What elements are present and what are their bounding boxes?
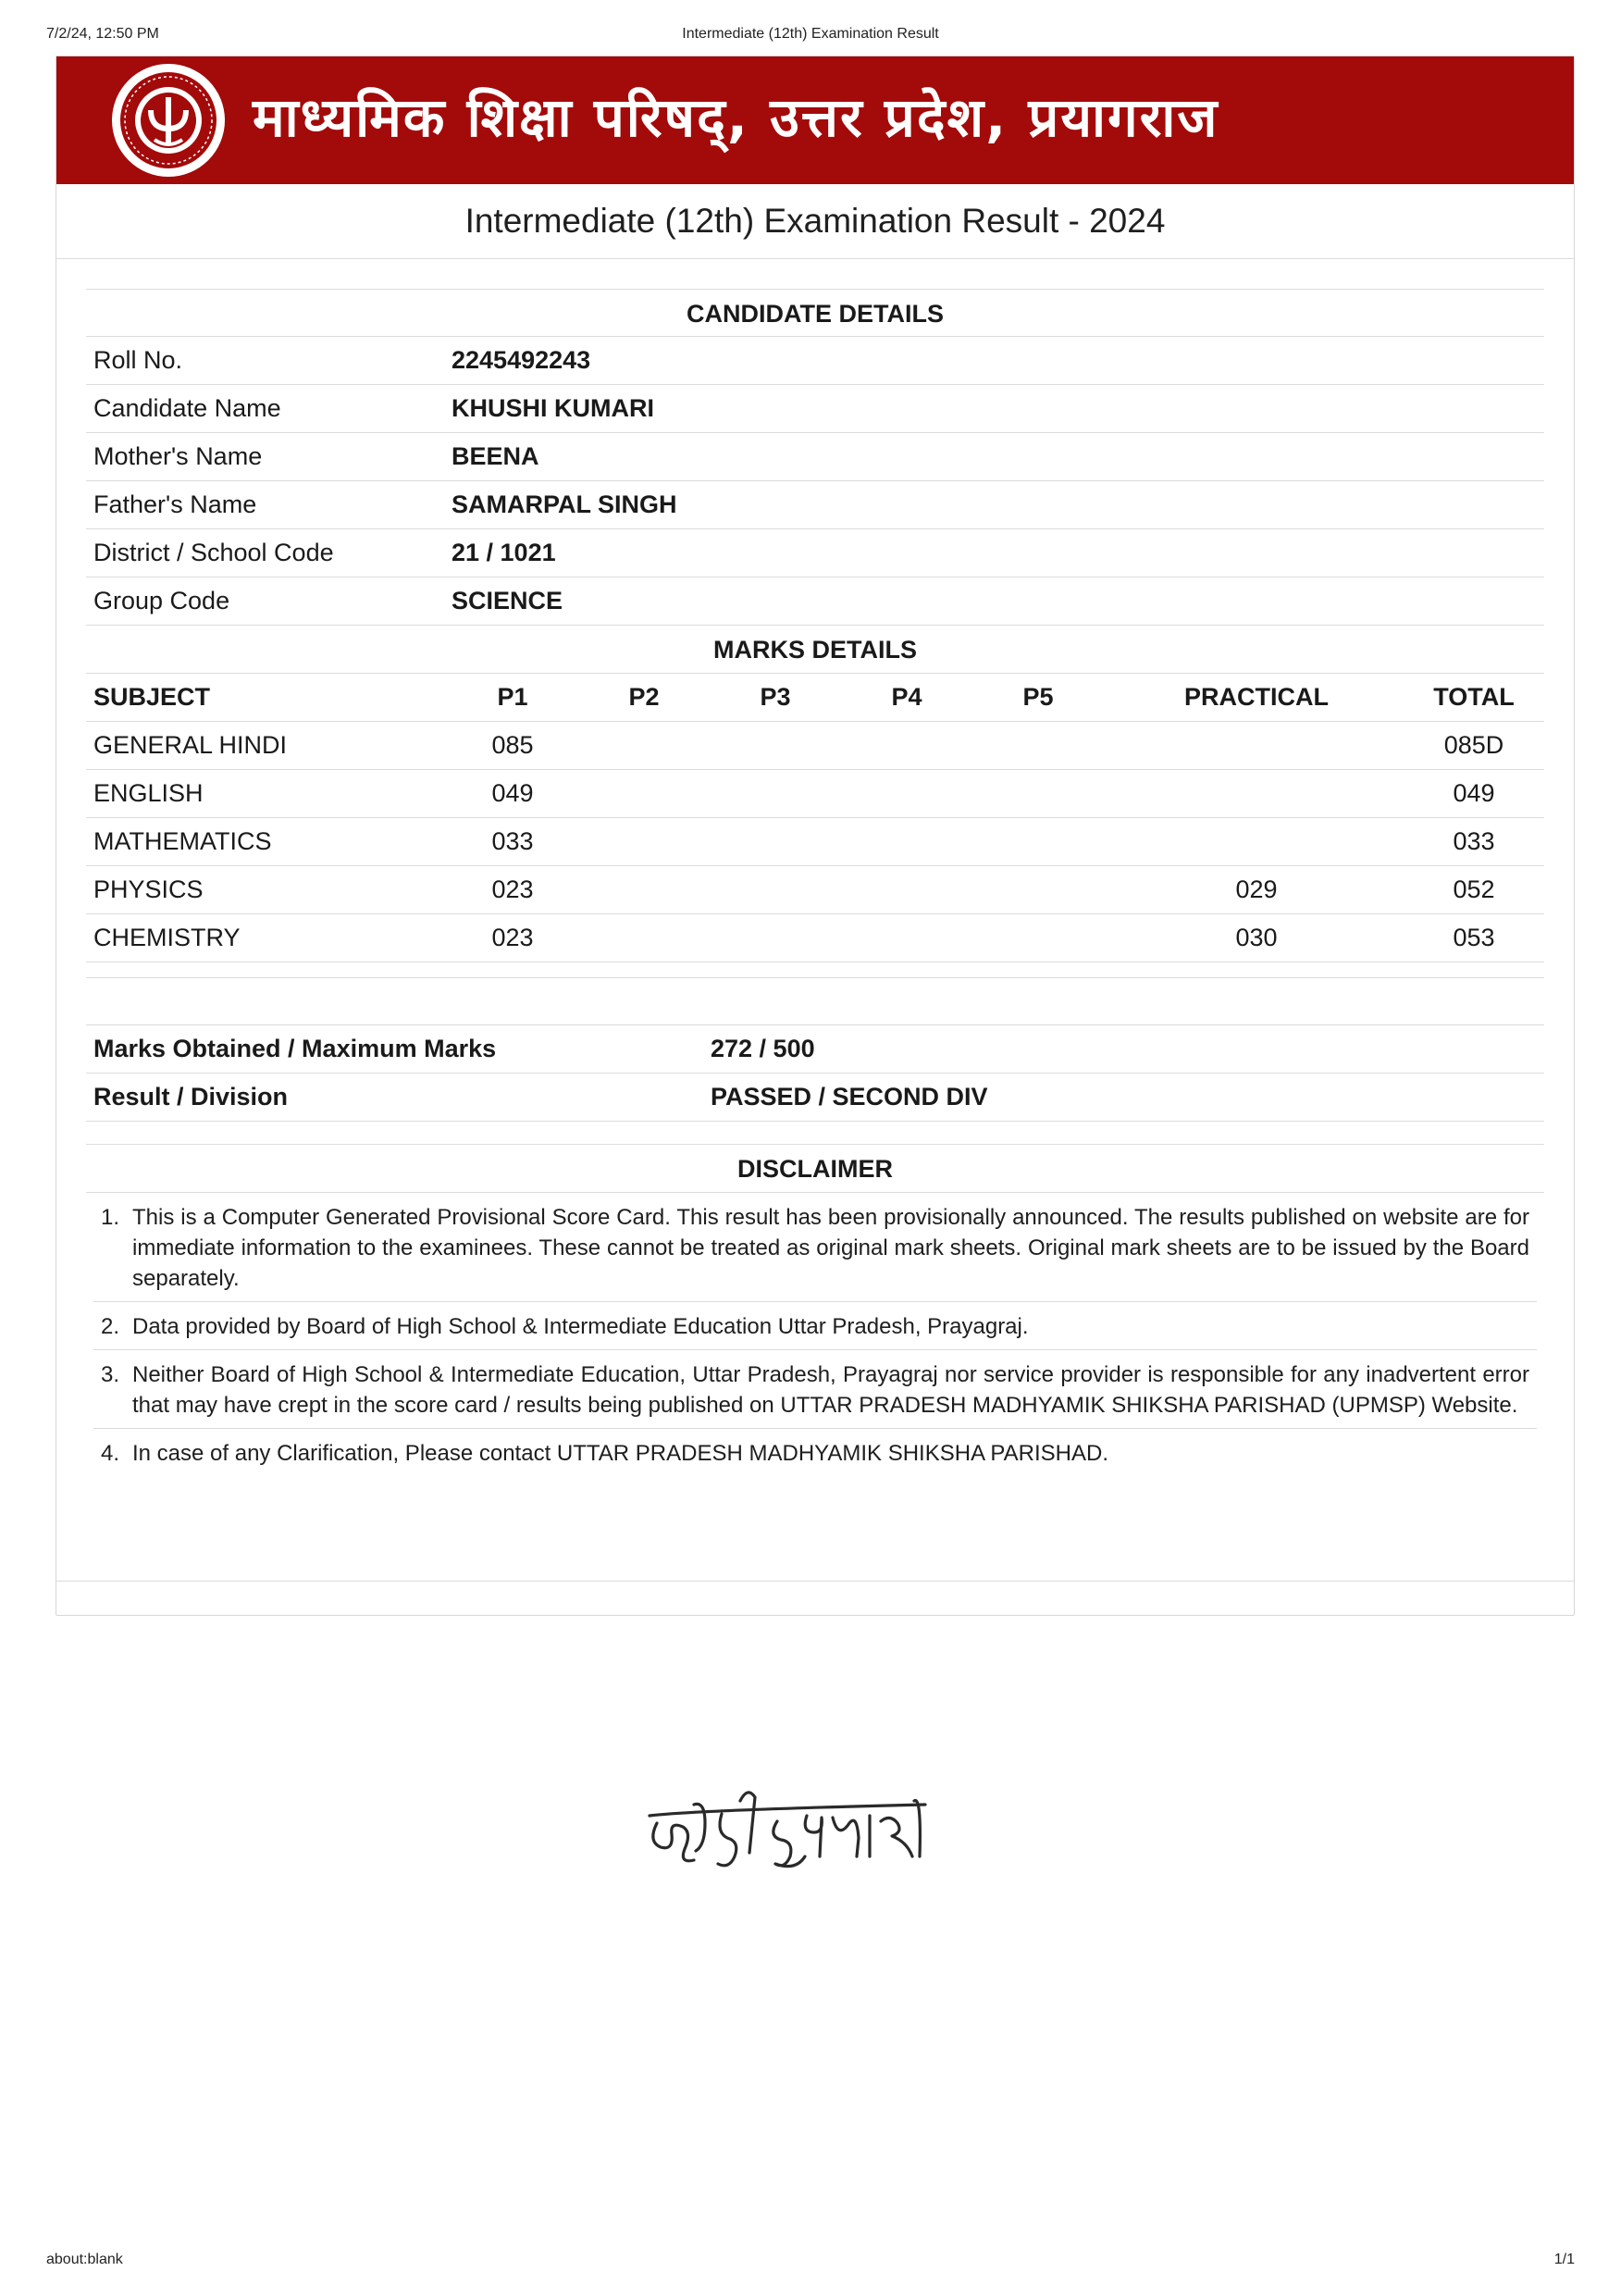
col-p3: P3 — [760, 683, 791, 711]
card-divider — [56, 1581, 1574, 1582]
name-label: Candidate Name — [93, 394, 281, 422]
disclaimer-number: 3. — [101, 1362, 120, 1387]
father-label: Father's Name — [93, 490, 257, 518]
subject-cell: MATHEMATICS — [93, 827, 272, 855]
p1-cell: 049 — [491, 779, 534, 807]
group-value: SCIENCE — [452, 587, 563, 614]
col-practical: PRACTICAL — [1184, 683, 1329, 711]
detail-row-mother — [86, 433, 1544, 481]
print-page-title: Intermediate (12th) Examination Result — [682, 26, 939, 42]
roll-value: 2245492243 — [452, 346, 591, 374]
result-content — [86, 289, 1544, 1476]
disclaimer-text: Data provided by Board of High School & Intermediate Education Uttar Pradesh, Prayagraj. — [132, 1314, 1029, 1339]
practical-cell: 029 — [1235, 875, 1278, 903]
total-cell: 049 — [1453, 779, 1495, 807]
marks-row — [86, 770, 1544, 818]
disclaimer-text: This is a Computer Generated Provisional Score Card. This result has been provisionally announced. The results published on website are for immediate information to the examinees. These cannot be treated as original mark sheets. Original mark sheets are to be issued by the Board separately. — [132, 1205, 1529, 1291]
table-divider — [86, 978, 1544, 1025]
marks-obtained-value: 272 / 500 — [711, 1035, 815, 1062]
summary-row-marks — [86, 1025, 1544, 1074]
detail-row-name — [86, 385, 1544, 433]
detail-row-roll — [86, 337, 1544, 385]
exam-title: Intermediate (12th) Examination Result - 2024 — [56, 184, 1574, 259]
disclaimer-number: 2. — [101, 1314, 120, 1339]
result-label: Result / Division — [93, 1083, 289, 1111]
marks-header-row — [86, 674, 1544, 722]
p1-cell: 033 — [491, 827, 534, 855]
name-value: KHUSHI KUMARI — [452, 394, 654, 422]
disclaimer-number: 1. — [101, 1205, 120, 1230]
detail-row-district — [86, 529, 1544, 577]
disclaimer-item — [93, 1350, 1537, 1429]
subject-cell: PHYSICS — [93, 875, 204, 903]
disclaimer-item — [93, 1193, 1537, 1302]
p1-cell: 085 — [491, 731, 534, 759]
print-url: about:blank — [46, 2252, 123, 2267]
col-subject: SUBJECT — [93, 683, 211, 711]
result-value: PASSED / SECOND DIV — [711, 1083, 988, 1111]
print-footer — [46, 2252, 1575, 2276]
board-logo — [112, 64, 225, 177]
detail-row-group — [86, 577, 1544, 626]
father-value: SAMARPAL SINGH — [452, 490, 677, 518]
district-label: District / School Code — [93, 539, 334, 566]
board-emblem-icon — [112, 64, 225, 177]
marks-details-heading: MARKS DETAILS — [86, 626, 1544, 674]
marks-row — [86, 818, 1544, 866]
total-cell: 033 — [1453, 827, 1495, 855]
disclaimer-text: Neither Board of High School & Intermediate Education, Uttar Pradesh, Prayagraj nor service provider is responsible for any inadvertent error that may have crept in the score card / results being published on UTTAR PRADESH MADHYAMIK SHIKSHA PARISHAD (UPMSP) Website. — [132, 1362, 1529, 1418]
marks-row — [86, 722, 1544, 770]
roll-label: Roll No. — [93, 346, 183, 374]
disclaimer-item — [93, 1302, 1537, 1350]
total-cell: 053 — [1453, 924, 1495, 951]
table-divider — [86, 1122, 1544, 1145]
disclaimer-item — [93, 1429, 1537, 1476]
disclaimer-text: In case of any Clarification, Please contact UTTAR PRADESH MADHYAMIK SHIKSHA PARISHAD. — [132, 1441, 1109, 1466]
disclaimer-list — [86, 1193, 1544, 1476]
disclaimer-heading: DISCLAIMER — [86, 1145, 1544, 1193]
print-header — [46, 26, 1575, 50]
subject-cell: CHEMISTRY — [93, 924, 241, 951]
subject-cell: ENGLISH — [93, 779, 204, 807]
p1-cell: 023 — [491, 875, 534, 903]
col-p2: P2 — [628, 683, 660, 711]
print-timestamp: 7/2/24, 12:50 PM — [46, 26, 159, 42]
p1-cell: 023 — [491, 924, 534, 951]
total-cell: 052 — [1453, 875, 1495, 903]
candidate-details-heading: CANDIDATE DETAILS — [86, 289, 1544, 337]
col-p4: P4 — [891, 683, 922, 711]
mother-value: BEENA — [452, 442, 539, 470]
marks-row — [86, 866, 1544, 914]
summary-row-result — [86, 1074, 1544, 1122]
practical-cell: 030 — [1235, 924, 1278, 951]
mother-label: Mother's Name — [93, 442, 263, 470]
print-page-number: 1/1 — [1553, 2252, 1575, 2267]
detail-row-father — [86, 481, 1544, 529]
signature-image — [638, 1768, 944, 1906]
marks-obtained-label: Marks Obtained / Maximum Marks — [93, 1035, 497, 1062]
col-p5: P5 — [1022, 683, 1054, 711]
board-banner — [56, 56, 1574, 184]
board-title: माध्यमिक शिक्षा परिषद्, उत्तर प्रदेश, प्रयागराज — [253, 86, 1219, 149]
table-divider — [86, 962, 1544, 978]
col-total: TOTAL — [1433, 683, 1515, 711]
disclaimer-number: 4. — [101, 1441, 120, 1466]
candidate-signature — [638, 1768, 944, 1906]
group-label: Group Code — [93, 587, 230, 614]
subject-cell: GENERAL HINDI — [93, 731, 288, 759]
marks-row — [86, 914, 1544, 962]
total-cell: 085D — [1443, 731, 1504, 759]
district-value: 21 / 1021 — [452, 539, 556, 566]
col-p1: P1 — [497, 683, 528, 711]
result-card — [56, 56, 1575, 1616]
